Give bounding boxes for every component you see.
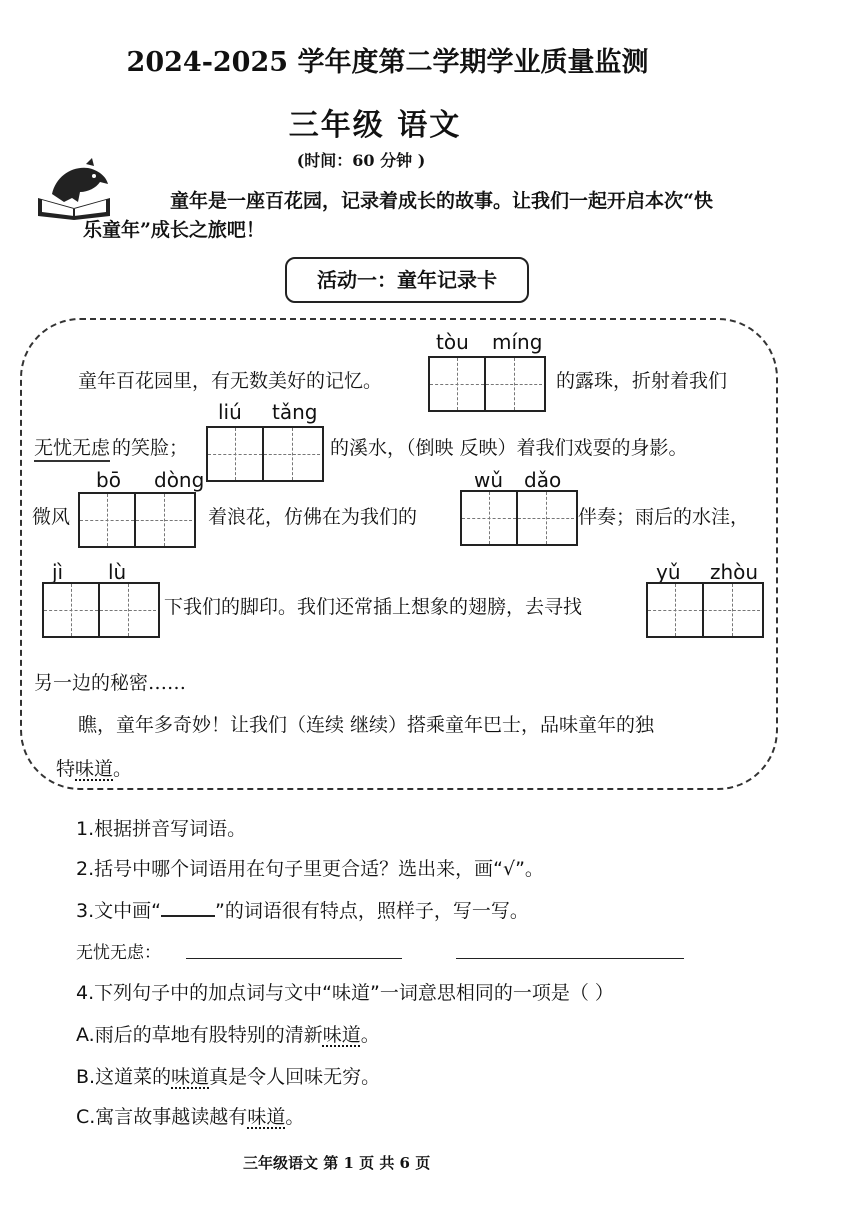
answer-grid-liutang[interactable] [206,426,324,482]
exam-time: (时间：60 分钟 ) [296,151,426,170]
pinyin-lu: lù [108,560,127,584]
option-b-dotted-word: 味道 [171,1066,210,1088]
passage-line-7 [56,754,132,781]
intro-line-1: 童年是一座百花园，记录着成长的故事。让我们一起开启本次“快 [170,190,713,212]
option-c [76,1102,304,1129]
question-3-example: 无忧无虑： [76,943,161,963]
passage-line-3a: 微风 [32,506,71,528]
page-footer: 三年级语文 第 1 页 共 6 页 [243,1154,431,1172]
passage-line-1b: 的露珠，折射着我们 [556,370,728,392]
option-a-post: 。 [360,1024,380,1046]
option-b [76,1062,380,1089]
underlined-word: 无忧无虑 [34,433,110,462]
answer-grid-bodong[interactable] [78,492,196,548]
passage-line-3c: 伴奏；雨后的水洼， [578,506,750,528]
answer-grid-wudao[interactable] [460,490,578,546]
pinyin-zhou: zhòu [710,560,759,584]
option-a-dotted-word: 味道 [322,1024,361,1046]
passage-line-3b: 着浪花，仿佛在为我们的 [208,506,418,528]
activity-title: 活动一：童年记录卡 [285,257,529,303]
dotted-word-weidao: 味道 [75,758,114,780]
question-3 [76,896,529,923]
option-c-pre: C.寓言故事越读越有 [76,1106,248,1128]
exam-title: 2024-2025 学年度第二学期学业质量监测 [126,47,649,78]
pinyin-ji: jì [52,560,64,584]
option-c-dotted-word: 味道 [247,1106,286,1128]
pinyin-bo: bō [96,468,121,492]
passage-line-1: 童年百花园里，有无数美好的记忆。 [78,370,383,392]
passage-line-6: 瞧，童年多奇妙！让我们（连续 继续）搭乘童年巴士，品味童年的独 [78,714,655,736]
passage-line-2a: 的笑脸； [112,437,189,459]
question-3-post: ”的词语很有特点，照样子，写一写。 [214,900,529,922]
exam-subtitle: 三年级 语文 [288,108,462,143]
answer-line-1[interactable] [186,958,402,959]
pinyin-liu: liú [218,400,242,424]
question-2: 2.括号中哪个词语用在句子里更合适？选出来，画“√”。 [76,858,544,880]
pinyin-wu: wǔ [474,468,504,492]
question-1: 1.根据拼音写词语。 [76,818,247,840]
answer-grid-jilu[interactable] [42,582,160,638]
pinyin-tou: tòu [436,330,469,354]
option-c-post: 。 [285,1106,305,1128]
option-a [76,1020,380,1047]
answer-line-2[interactable] [456,958,684,959]
option-a-pre: A.雨后的草地有股特别的清新 [76,1024,323,1046]
option-b-post: 真是令人回味无穷。 [209,1066,381,1088]
pinyin-ming: míng [492,330,543,354]
passage-line-4: 下我们的脚印。我们还常插上想象的翅膀，去寻找 [164,596,583,618]
question-4: 4.下列句子中的加点词与文中“味道”一词意思相同的一项是（ ） [76,982,614,1004]
answer-grid-yuzhou[interactable] [646,582,764,638]
underline-sample [161,915,215,917]
answer-grid-touming[interactable] [428,356,546,412]
passage-line-2b: 的溪水，（倒映 反映）着我们戏耍的身影。 [330,437,688,459]
text-period: 。 [113,758,133,780]
option-b-pre: B.这道菜的 [76,1066,172,1088]
pinyin-dao: dǎo [524,468,562,492]
pinyin-yu: yǔ [656,560,681,584]
text-te: 特 [56,758,76,780]
pinyin-dong: dòng [154,468,205,492]
book-mascot-icon [34,158,114,220]
pinyin-tang: tǎng [272,400,318,424]
intro-line-2: 乐童年”成长之旅吧！ [83,219,265,241]
passage-line-5: 另一边的秘密…… [34,672,187,694]
question-3-pre: 3.文中画“ [76,900,161,922]
